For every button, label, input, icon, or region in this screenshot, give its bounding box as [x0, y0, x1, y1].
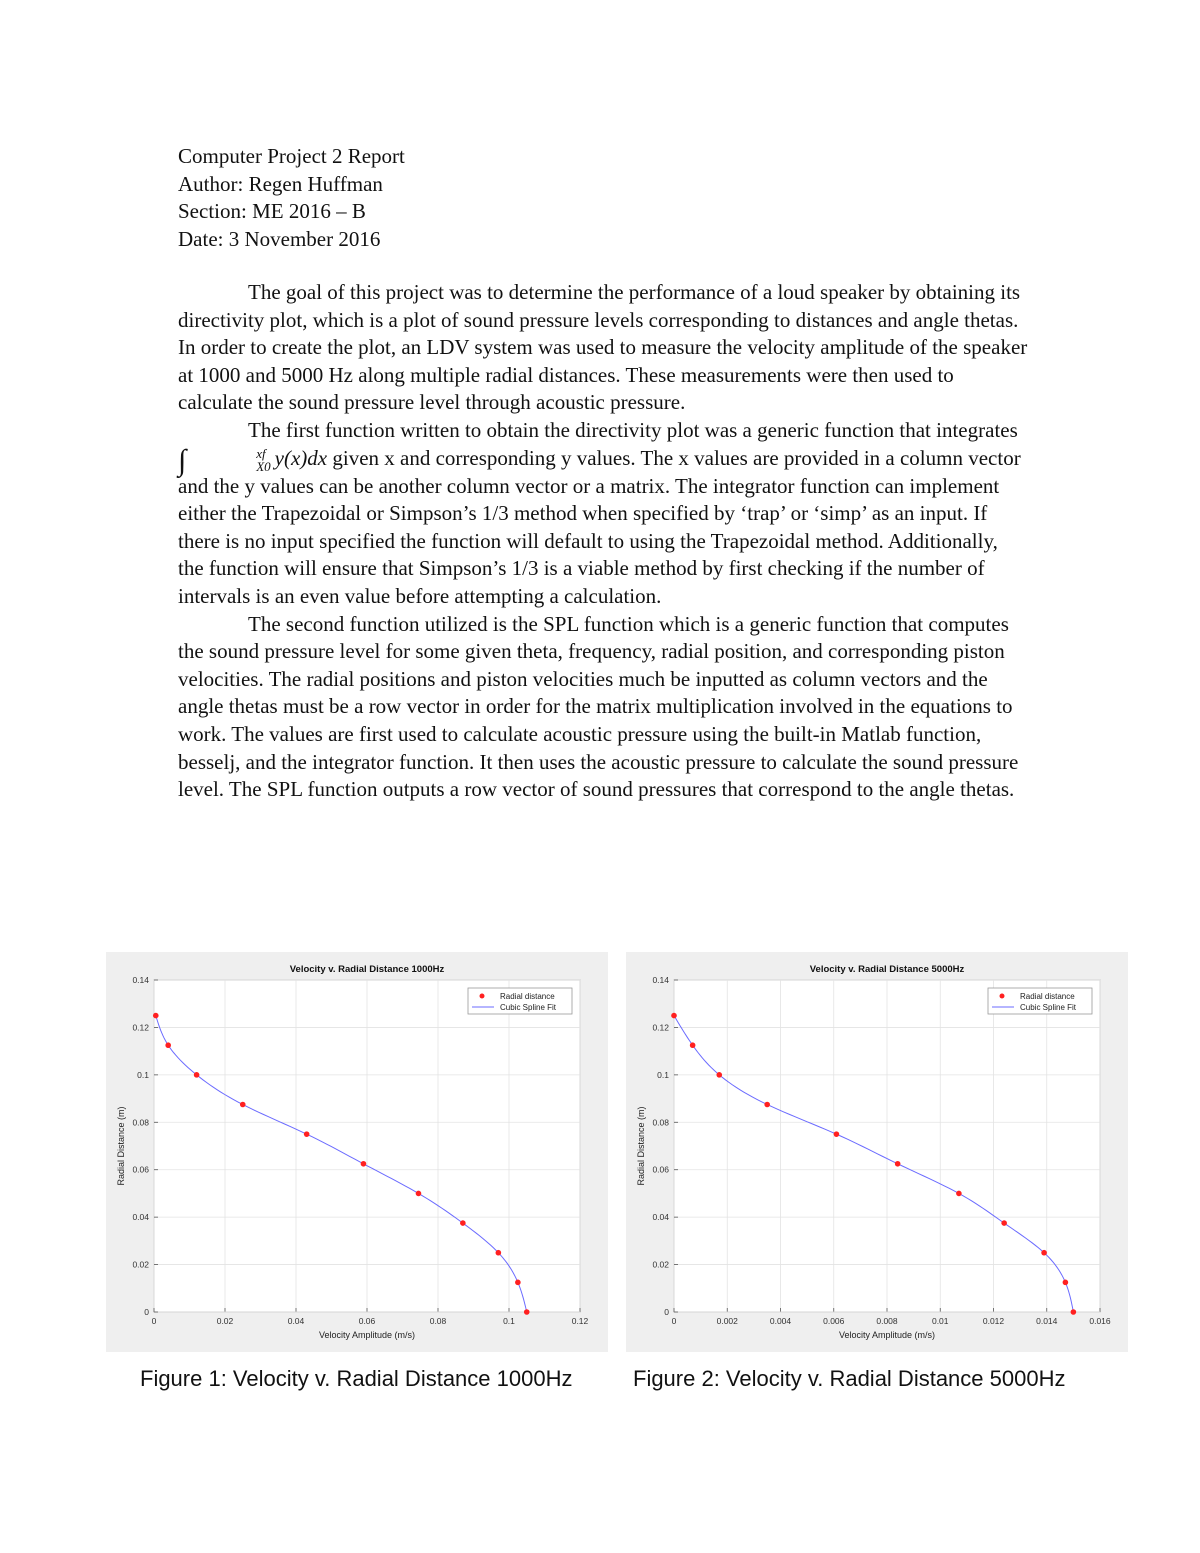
y-tick-label: 0.04 — [132, 1212, 149, 1223]
x-tick-label: 0.008 — [876, 1316, 898, 1326]
legend-label: Cubic Spline Fit — [500, 1003, 557, 1012]
report-body — [178, 279, 1028, 804]
data-point — [153, 1013, 159, 1019]
x-axis-label: Velocity Amplitude (m/s) — [318, 1330, 416, 1340]
y-tick-label: 0.08 — [132, 1117, 149, 1128]
y-tick-label: 0 — [144, 1307, 149, 1317]
figure-2-panel — [626, 952, 1128, 1352]
y-tick-label: 0.14 — [132, 975, 149, 985]
x-tick-label: 0.002 — [716, 1316, 738, 1326]
data-point — [956, 1191, 962, 1197]
data-point — [240, 1102, 246, 1108]
y-tick-label: 0.08 — [652, 1117, 669, 1128]
y-tick-label: 0.14 — [652, 975, 669, 985]
report-section: Section: ME 2016 – B — [178, 199, 366, 223]
report-title: Computer Project 2 Report — [178, 144, 405, 168]
paragraph-spl: The second function utilized is the SPL function which is a generic function that computes the sound pressure level for some given theta, frequency, radial position, and corresponding piston velocities. The radial positions and piston velocities much be inputted as column vectors and the angle thetas must be a row vector in order for the matrix multiplication involved in the equations to work. The values are first used to calculate acoustic pressure using the built-in Matlab function, besselj, and the integrator function. It then uses the acoustic pressure to calculate the sound pressure level. The SPL function outputs a row vector of sound pressures that correspond to the angle thetas. — [178, 611, 1019, 802]
data-point — [496, 1250, 502, 1256]
legend-marker — [1000, 994, 1005, 999]
data-point — [524, 1309, 530, 1315]
x-tick-label: 0.004 — [769, 1316, 792, 1326]
data-point — [194, 1072, 200, 1078]
data-point — [764, 1102, 770, 1108]
data-point — [460, 1220, 466, 1226]
figure-1-chart — [106, 952, 608, 1352]
data-point — [1001, 1220, 1007, 1226]
x-tick-label: 0 — [151, 1316, 157, 1326]
x-tick-label: 0.1 — [503, 1316, 515, 1326]
y-tick-label: 0 — [664, 1307, 669, 1317]
y-tick-label: 0.1 — [137, 1069, 149, 1080]
data-point — [834, 1131, 840, 1137]
data-point — [690, 1042, 696, 1048]
legend — [468, 988, 572, 1014]
y-tick-label: 0.12 — [652, 1022, 669, 1033]
data-point — [895, 1161, 901, 1167]
y-tick-label: 0.06 — [132, 1164, 149, 1175]
data-point — [1041, 1250, 1047, 1256]
x-tick-label: 0 — [671, 1316, 677, 1326]
y-tick-label: 0.02 — [132, 1259, 149, 1270]
report-header — [178, 143, 405, 253]
chart-title: Velocity v. Radial Distance 1000Hz — [289, 964, 445, 975]
integral-symbol: ∫ — [178, 443, 187, 477]
data-point — [304, 1131, 310, 1137]
legend-label: Radial distance — [1020, 992, 1075, 1001]
integral-lower-limit: X0 — [256, 458, 271, 474]
paragraph-integrator-intro: The first function written to obtain the directivity plot was a generic function that integrates — [248, 417, 1018, 442]
report-date: Date: 3 November 2016 — [178, 226, 381, 251]
x-tick-label: 0.014 — [1036, 1316, 1058, 1326]
integral-upper-limit: xf — [256, 445, 266, 461]
x-tick-label: 0.12 — [571, 1316, 589, 1326]
data-point — [515, 1280, 521, 1286]
data-point — [416, 1191, 422, 1197]
data-point — [671, 1013, 677, 1019]
y-tick-label: 0.04 — [652, 1212, 669, 1223]
integral-limits — [186, 447, 270, 473]
y-axis-label: Radial Distance (m) — [116, 1106, 126, 1186]
chart-title: Velocity v. Radial Distance 5000Hz — [809, 964, 965, 975]
x-tick-label: 0.006 — [823, 1316, 845, 1326]
y-tick-label: 0.02 — [652, 1259, 669, 1270]
paragraph-integrator — [178, 417, 1028, 611]
report-author: Author: Regen Huffman — [178, 171, 383, 196]
figure-2-caption: Figure 2: Velocity v. Radial Distance 5000Hz — [633, 1366, 1066, 1391]
x-tick-label: 0.01 — [931, 1316, 949, 1326]
data-point — [1071, 1309, 1077, 1315]
data-point — [716, 1072, 722, 1078]
y-axis-label: Radial Distance (m) — [636, 1106, 646, 1186]
data-point — [1063, 1280, 1069, 1286]
y-tick-label: 0.12 — [132, 1022, 149, 1033]
legend-label: Cubic Spline Fit — [1020, 1003, 1077, 1012]
legend — [988, 988, 1092, 1014]
legend-marker — [480, 994, 485, 999]
y-tick-label: 0.06 — [652, 1164, 669, 1175]
figure-1-caption: Figure 1: Velocity v. Radial Distance 1000Hz — [140, 1366, 573, 1391]
y-tick-label: 0.1 — [657, 1069, 669, 1080]
x-tick-label: 0.08 — [429, 1316, 447, 1326]
figure-1-panel — [106, 952, 608, 1352]
integrand: y(x)dx — [274, 445, 328, 470]
x-tick-label: 0.02 — [216, 1316, 234, 1326]
x-tick-label: 0.06 — [358, 1316, 376, 1326]
paragraph-integrator-rest: given x and corresponding y values. The x values are provided in a column vector and the y values can be another column vector or a matrix. The integrator function can implement either the Trapezoidal or Simpson’s 1/3 method when specified by ‘trap’ or ‘simp’ as an input. If there is no input specified the function will default to using the Trapezoidal method. Additionally, the function will ensure that Simpson’s 1/3 is a viable method by first checking if the number of intervals is an even value before attempting a calculation. — [178, 445, 1021, 608]
x-tick-label: 0.016 — [1089, 1316, 1111, 1326]
data-point — [361, 1161, 367, 1167]
x-tick-label: 0.04 — [287, 1316, 305, 1326]
figure-2-chart — [626, 952, 1128, 1352]
paragraph-goal: The goal of this project was to determine the performance of a loud speaker by obtaining its directivity plot, which is a plot of sound pressure levels corresponding to distances and angle thetas. In order to create the plot, an LDV system was used to measure the velocity amplitude of the speaker at 1000 and 5000 Hz along multiple radial distances. These measurements were then used to calculate the sound pressure level through acoustic pressure. — [178, 280, 1028, 415]
x-tick-label: 0.012 — [982, 1316, 1005, 1326]
legend-label: Radial distance — [500, 992, 555, 1001]
data-point — [165, 1042, 171, 1048]
x-axis-label: Velocity Amplitude (m/s) — [838, 1330, 936, 1340]
